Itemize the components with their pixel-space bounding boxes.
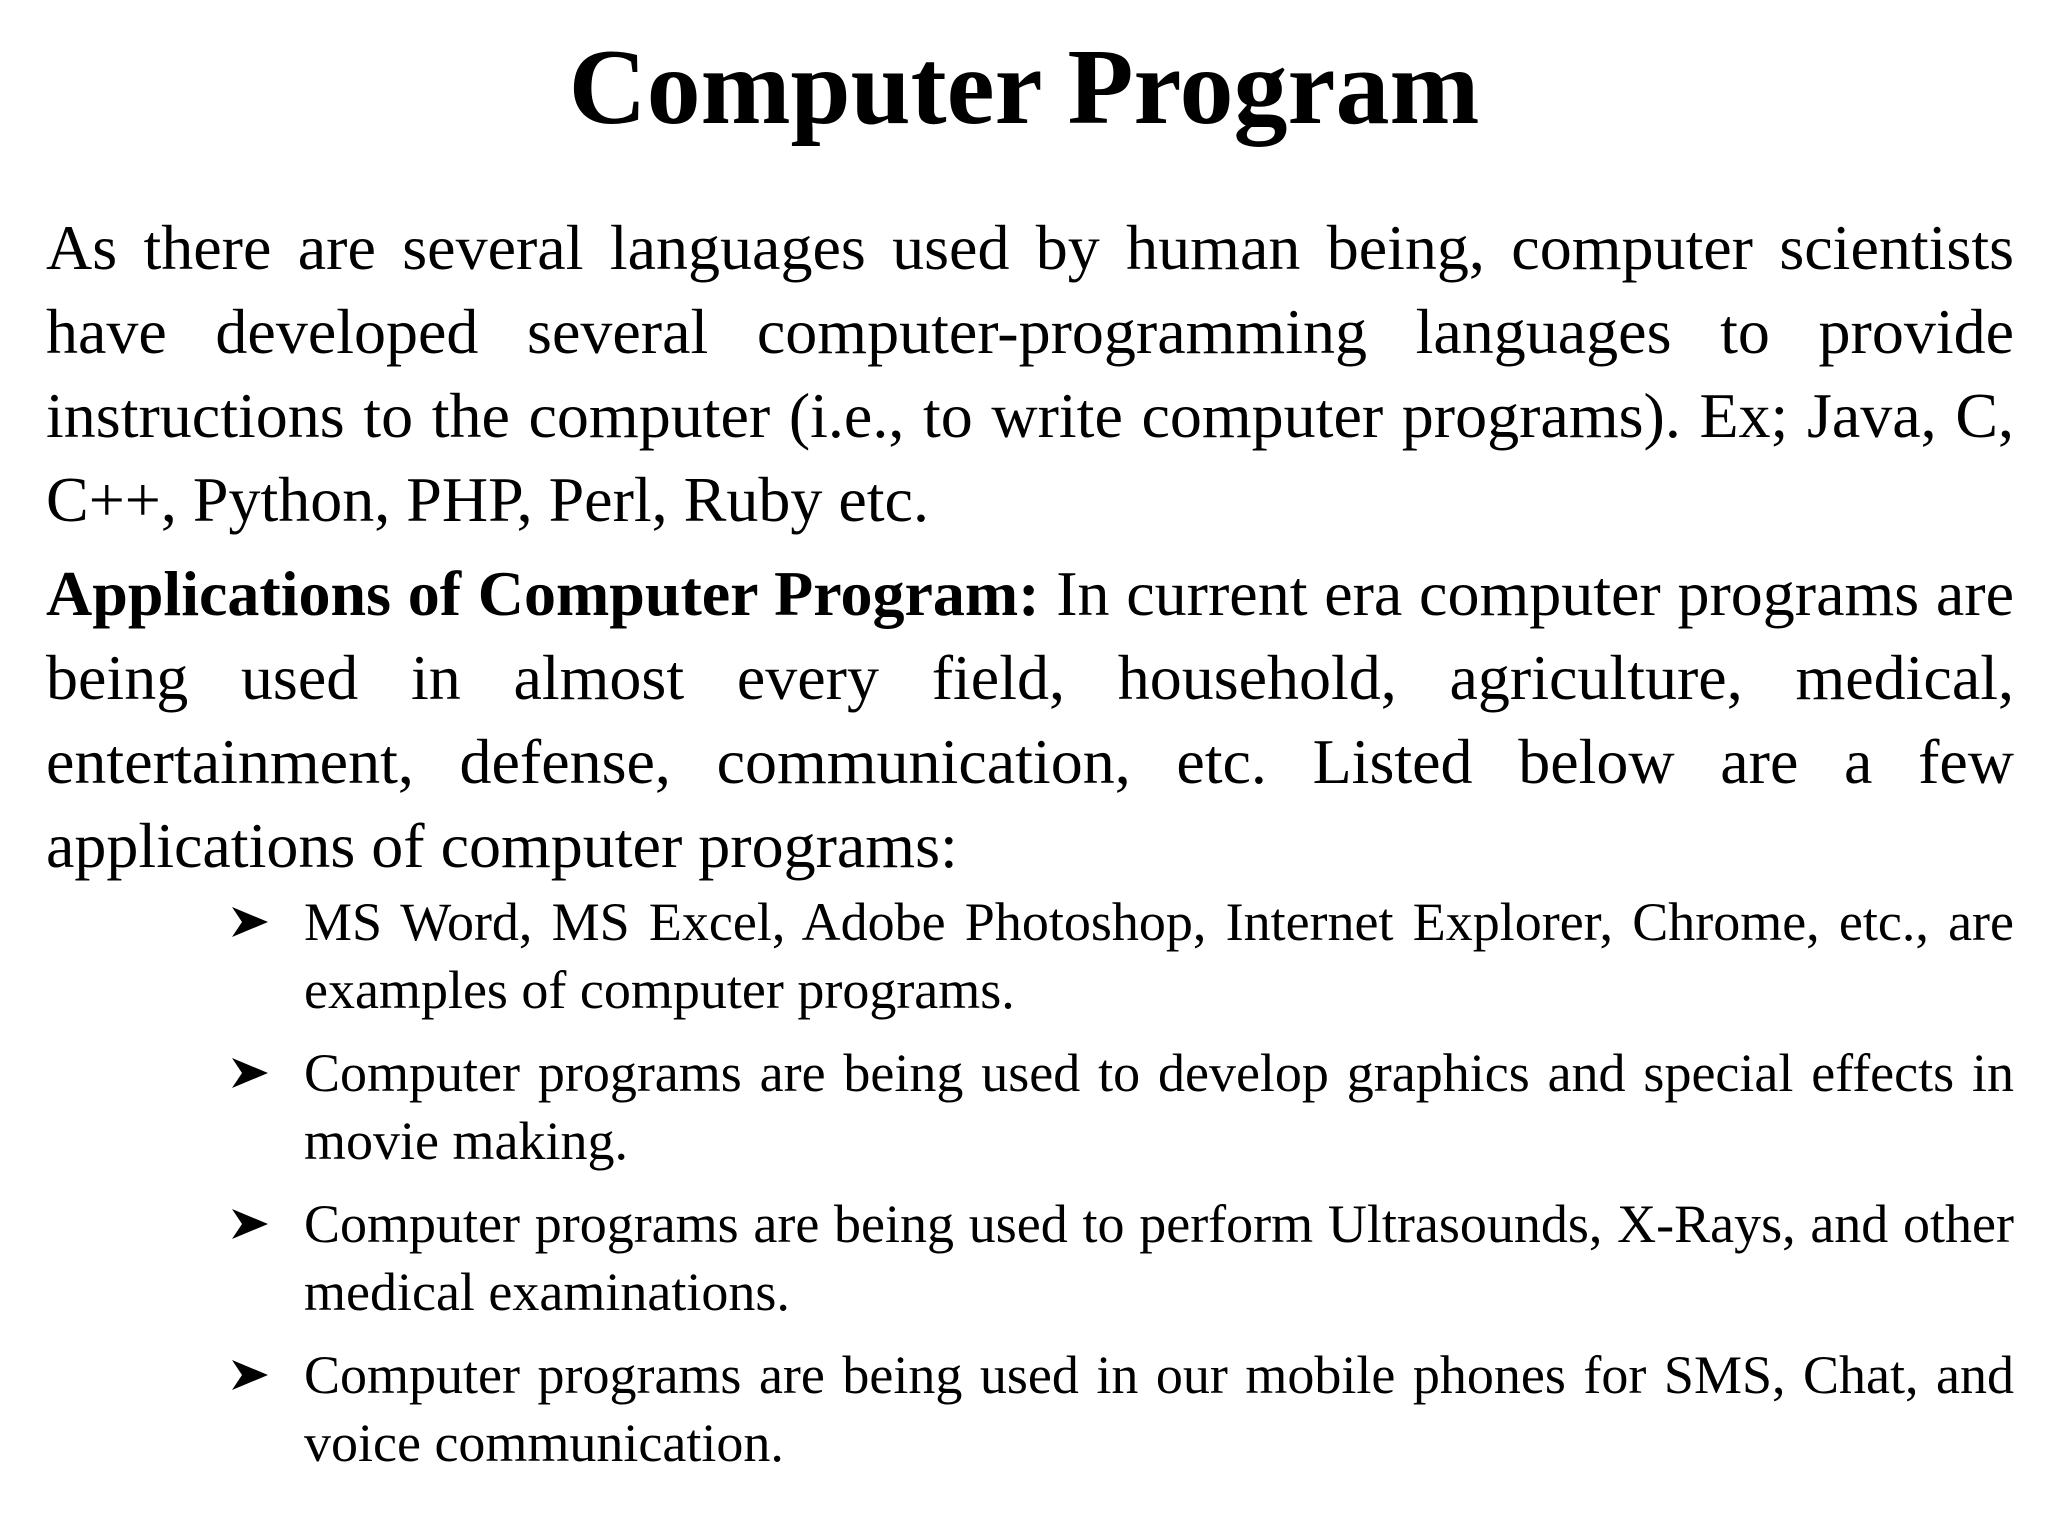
page-title: Computer Program: [568, 28, 1480, 147]
arrowhead-bullet-icon: [230, 1190, 274, 1258]
list-item: [230, 1341, 2014, 1477]
intro-paragraph: As there are several languages used by human being, computer scientists have developed several computer-programming languages to provide instructions to the computer (i.e., to write computer programs). Ex; Java, C, C++, Python, PHP, Perl, Ruby etc.: [46, 212, 2014, 535]
arrowhead-bullet-icon: [230, 1341, 274, 1409]
applications-list: [230, 888, 2014, 1492]
list-item-text: Computer programs are being used to perform Ultrasounds, X-Rays, and other medical examinations.: [304, 1194, 2014, 1322]
list-item-text: Computer programs are being used in our mobile phones for SMS, Chat, and voice communication.: [304, 1345, 2014, 1473]
list-item: [230, 1190, 2014, 1326]
arrowhead-bullet-icon: [230, 888, 274, 956]
applications-heading: Applications of Computer Program:: [46, 558, 1040, 629]
applications-paragraph: [46, 552, 2014, 888]
applications-text: In current era computer programs are being used in almost every field, household, agriculture, medical, entertainment, defense, communication, etc. Listed below are a few applications of computer programs:: [46, 558, 2014, 881]
list-item-text: Computer programs are being used to develop graphics and special effects in movie making.: [304, 1043, 2014, 1171]
list-item: [230, 1039, 2014, 1175]
arrowhead-bullet-icon: [230, 1039, 274, 1107]
list-item-text: MS Word, MS Excel, Adobe Photoshop, Internet Explorer, Chrome, etc., are examples of computer programs.: [304, 892, 2014, 1020]
list-item: [230, 888, 2014, 1024]
